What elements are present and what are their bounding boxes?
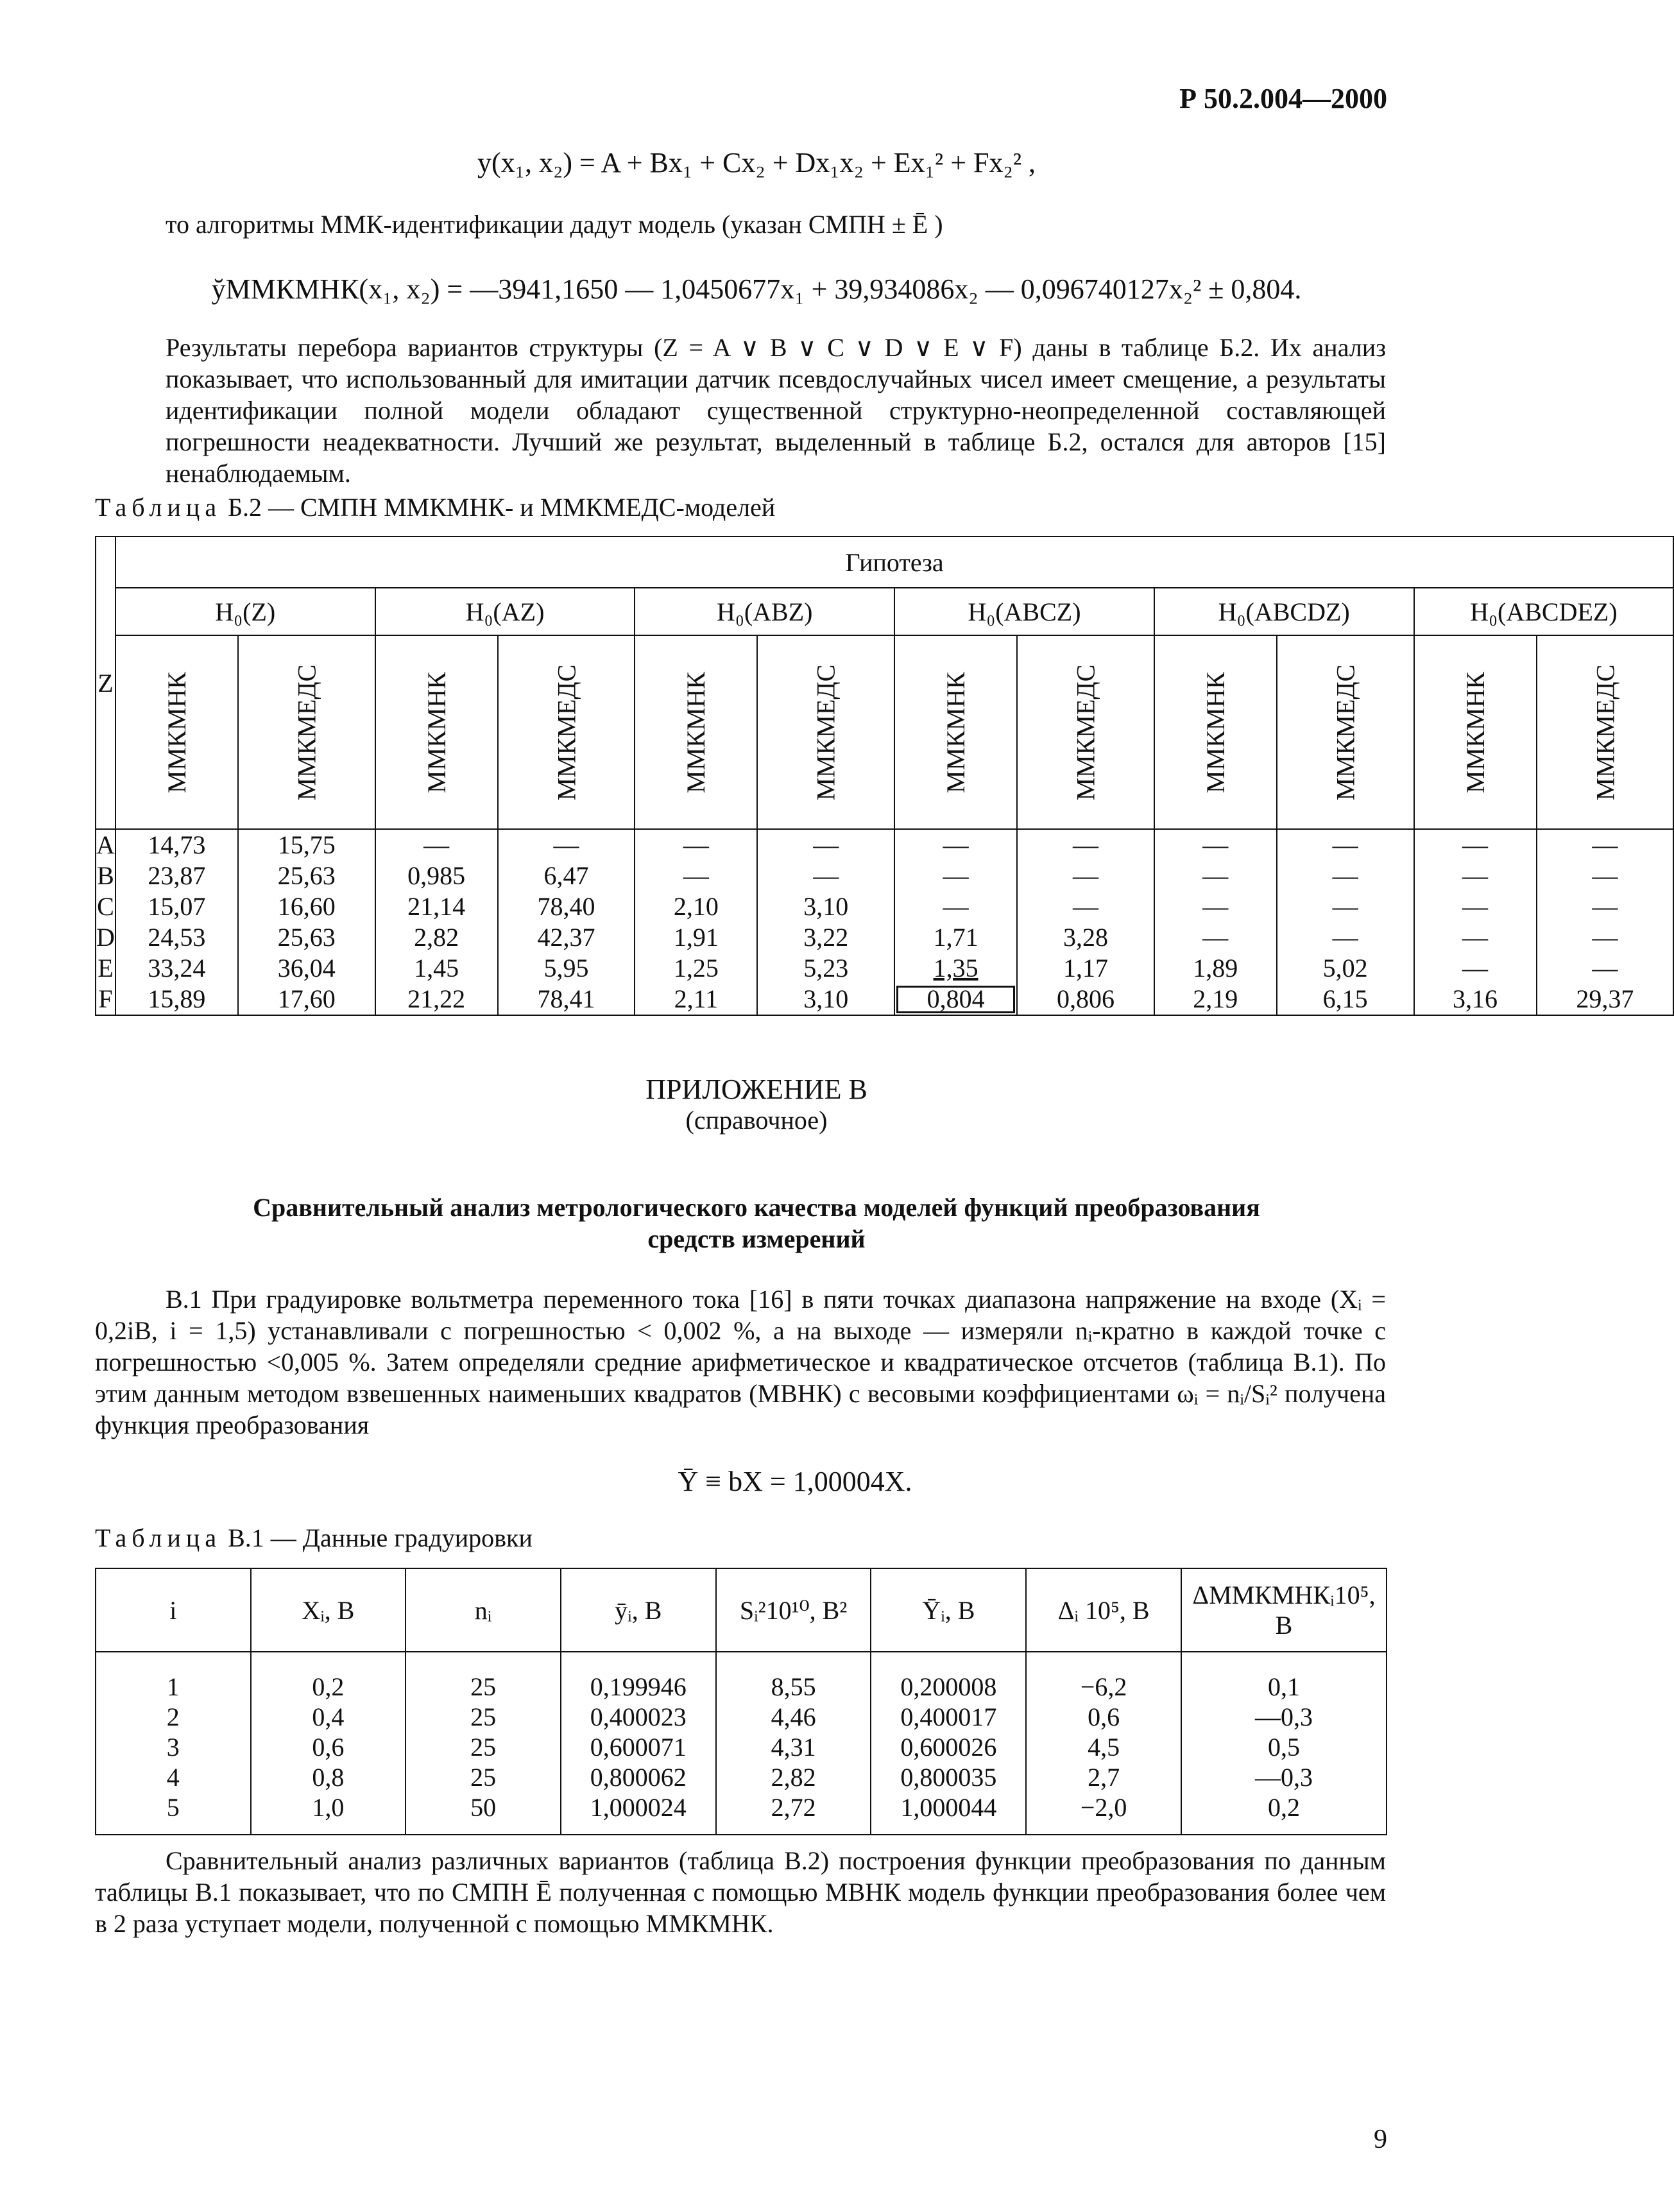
z-cell: A — [96, 830, 115, 859]
table-cell: 2,10 — [635, 891, 757, 922]
table-cell: 0,400023 — [561, 1702, 716, 1732]
table-cell: 25 — [406, 1652, 561, 1702]
table-row — [96, 1702, 1387, 1732]
sub-header: ММКМЕДС — [498, 635, 635, 829]
table-cell: −2,0 — [1026, 1792, 1181, 1835]
y-formula: Ȳ ≡ bX = 1,00004X. — [678, 1466, 912, 1497]
sub-header: ММКМНК — [1154, 635, 1277, 829]
table-cell: 15,75 — [238, 829, 375, 861]
table-b2 — [95, 536, 1674, 1016]
table-cell: 25,63 — [238, 922, 375, 953]
table-row — [96, 922, 1673, 953]
table-cell: 42,37 — [498, 922, 635, 953]
appendix-subtitle: (справочное) — [685, 1106, 828, 1135]
table-cell: 1,000024 — [561, 1792, 716, 1835]
model-formula: y(x₁, x₂) = A + Bx₁ + Cx₂ + Dx₁x₂ + Ex₁² + Fx₂² , — [477, 147, 1036, 178]
table-cell: 1,25 — [635, 953, 757, 984]
table-cell: 17,60 — [238, 984, 375, 1015]
table-cell: 2,72 — [716, 1792, 871, 1835]
table-cell: 1,71 — [894, 922, 1017, 953]
table-cell: 0,200008 — [871, 1652, 1026, 1702]
table-cell: — — [1414, 953, 1537, 984]
table-b1 — [95, 1568, 1387, 1835]
sub-header: ММКМЕДС — [1017, 635, 1154, 829]
document-code: Р 50.2.004—2000 — [1179, 83, 1387, 114]
column-header: Ȳᵢ, В — [871, 1568, 1026, 1652]
table-cell: — — [1537, 861, 1674, 891]
algorithms-text: то алгоритмы ММК-идентификации дадут модель (указан СМПН ± Ē ) — [166, 210, 943, 239]
table-cell: 50 — [406, 1792, 561, 1835]
table-cell: — — [1154, 829, 1277, 861]
table-cell: — — [1537, 922, 1674, 953]
table-cell: 0,600071 — [561, 1732, 716, 1762]
table-cell: 2,82 — [375, 922, 498, 953]
table-row — [96, 1792, 1387, 1835]
table-cell: 1,89 — [1154, 953, 1277, 984]
table-cell: 0,8 — [251, 1762, 406, 1792]
table-cell: 1,91 — [635, 922, 757, 953]
sub-header: ММКМЕДС — [1277, 635, 1414, 829]
table-cell: 25,63 — [238, 861, 375, 891]
z-cell: C — [96, 891, 115, 922]
column-header: ȳᵢ, В — [561, 1568, 716, 1652]
table-cell: 6,47 — [498, 861, 635, 891]
table-row — [96, 1762, 1387, 1792]
table-cell: — — [894, 829, 1017, 861]
table-cell: 29,37 — [1537, 984, 1674, 1015]
sub-header: ММКМНК — [375, 635, 498, 829]
table-cell: 3,10 — [757, 984, 894, 1015]
table-cell: 5,95 — [498, 953, 635, 984]
table-cell: 1,0 — [251, 1792, 406, 1835]
table-cell: 2,82 — [716, 1762, 871, 1792]
table-cell: — — [375, 829, 498, 861]
table-cell: 3,16 — [1414, 984, 1537, 1015]
table-cell: 1 — [96, 1652, 251, 1702]
table-cell: 5,02 — [1277, 953, 1414, 984]
appendix-heading-line2: средств измерений — [647, 1224, 866, 1253]
column-header: Sᵢ²10¹⁰, В² — [716, 1568, 871, 1652]
table-cell: 1,000044 — [871, 1792, 1026, 1835]
table-cell: — — [498, 829, 635, 861]
table-cell: 36,04 — [238, 953, 375, 984]
table-cell: 0,2 — [251, 1652, 406, 1702]
column-header: ΔММКМНКᵢ10⁵, В — [1181, 1568, 1387, 1652]
table-cell: — — [894, 861, 1017, 891]
table-cell: — — [1414, 829, 1537, 861]
table-cell: 24,53 — [115, 922, 238, 953]
group-header: H₀(AZ) — [375, 588, 635, 635]
column-header: Δᵢ 10⁵, В — [1026, 1568, 1181, 1652]
table-cell: — — [1537, 891, 1674, 922]
sub-header: ММКМНК — [115, 635, 238, 829]
table-cell: 0,985 — [375, 861, 498, 891]
group-header: H₀(Z) — [115, 588, 375, 635]
table-cell: — — [1017, 829, 1154, 861]
table-cell: 3,28 — [1017, 922, 1154, 953]
table-cell: 25 — [406, 1762, 561, 1792]
table-cell: — — [1414, 922, 1537, 953]
table-cell: — — [757, 861, 894, 891]
z-header: Z — [96, 536, 115, 829]
column-header: nᵢ — [406, 1568, 561, 1652]
z-cell: B — [96, 861, 115, 891]
table-cell: 78,41 — [498, 984, 635, 1015]
table-cell: 16,60 — [238, 891, 375, 922]
group-header: H₀(ABCZ) — [894, 588, 1154, 635]
table-row — [96, 1732, 1387, 1762]
table-cell: 4,5 — [1026, 1732, 1181, 1762]
table-cell: — — [635, 829, 757, 861]
table-cell: −6,2 — [1026, 1652, 1181, 1702]
table-cell: 0,800062 — [561, 1762, 716, 1792]
table-cell: 1,45 — [375, 953, 498, 984]
table-cell: 0,199946 — [561, 1652, 716, 1702]
table-cell: 23,87 — [115, 861, 238, 891]
caption-text: В.1 — Данные градуировки — [228, 1523, 533, 1552]
table-cell: —0,3 — [1181, 1702, 1387, 1732]
table-cell: 0,4 — [251, 1702, 406, 1732]
results-paragraph: Результаты перебора вариантов структуры (Z = A ∨ B ∨ C ∨ D ∨ E ∨ F) даны в таблице Б.2. Их анализ показывает, что использованный для имитации датчик псевдослучайных чисел имеет смещение, а результаты идентификации полной модели обладают существенной структурно-неопределенной составляющей погрешности неадекватности. Лучший же результат, выделенный в таблице Б.2, остался для авторов [15] ненаблюдаемым. — [166, 333, 1386, 488]
table-cell: 5,23 — [757, 953, 894, 984]
table-cell: 25 — [406, 1732, 561, 1762]
table-cell: 0,2 — [1181, 1792, 1387, 1835]
table-cell: 0,5 — [1181, 1732, 1387, 1762]
b1-paragraph: В.1 При градуировке вольтметра переменного тока [16] в пяти точках диапазона напряжение на входе (Xᵢ = 0,2iB, i = 1,5) устанавливали с погрешностью < 0,002 %, а на выходе — измеряли nᵢ-кратно в каждой точке с погрешностью <0,005 %. Затем определяли средние арифметическое и квадратическое отсчетов (таблица В.1). По этим данным методом взвешенных наименьших квадратов (МВНК) с весовыми коэффициентами ωᵢ = nᵢ/Sᵢ² получена функция преобразования — [95, 1285, 1386, 1439]
table-b2-caption — [95, 492, 775, 522]
hypothesis-header: Гипотеза — [115, 536, 1673, 588]
table-cell: — — [635, 861, 757, 891]
group-header: H₀(ABZ) — [635, 588, 894, 635]
table-cell: 0,804 — [894, 984, 1017, 1015]
table-cell: — — [1277, 891, 1414, 922]
sub-header: ММКМНК — [894, 635, 1017, 829]
z-cell: E — [96, 953, 115, 984]
table-cell: 5 — [96, 1792, 251, 1835]
table-cell: — — [1537, 829, 1674, 861]
table-cell: 4,46 — [716, 1702, 871, 1732]
table-cell: 1,35 — [894, 953, 1017, 984]
table-row — [96, 953, 1673, 984]
table-cell: 6,15 — [1277, 984, 1414, 1015]
table-cell: 0,6 — [251, 1732, 406, 1762]
column-header: i — [96, 1568, 251, 1652]
table-cell: 0,800035 — [871, 1762, 1026, 1792]
table-cell: 21,14 — [375, 891, 498, 922]
z-cell: F — [96, 984, 115, 1015]
table-cell: — — [894, 891, 1017, 922]
table-cell: 2,7 — [1026, 1762, 1181, 1792]
table-cell: 14,73 — [115, 829, 238, 861]
table-cell: 33,24 — [115, 953, 238, 984]
caption-label: Таблица — [95, 493, 222, 522]
table-b1-caption — [95, 1523, 533, 1553]
table-row — [96, 1652, 1387, 1702]
column-header: Xᵢ, В — [251, 1568, 406, 1652]
table-cell: — — [1017, 861, 1154, 891]
table-cell: 3 — [96, 1732, 251, 1762]
table-cell: — — [1154, 861, 1277, 891]
table-cell: 8,55 — [716, 1652, 871, 1702]
table-cell: 0,600026 — [871, 1732, 1026, 1762]
result-formula: y̆ММКМНК(x₁, x₂) = —3941,1650 — 1,0450677x₁ + 39,934086x₂ — 0,096740127x₂² ± 0,804. — [211, 273, 1302, 305]
page-number: 9 — [1374, 2125, 1387, 2154]
table-cell: — — [1277, 861, 1414, 891]
z-cell: D — [96, 923, 115, 952]
table-cell: 4 — [96, 1762, 251, 1792]
table-cell: — — [1277, 829, 1414, 861]
table-cell: — — [1537, 953, 1674, 984]
table-cell: 3,10 — [757, 891, 894, 922]
table-row — [96, 861, 1673, 891]
table-cell: 0,806 — [1017, 984, 1154, 1015]
sub-header: ММКМЕДС — [238, 635, 375, 829]
table-cell: 0,1 — [1181, 1652, 1387, 1702]
sub-header: ММКМНК — [635, 635, 757, 829]
table-row — [96, 984, 1673, 1015]
table-cell: 15,89 — [115, 984, 238, 1015]
table-cell: — — [1154, 891, 1277, 922]
table-cell: — — [1017, 891, 1154, 922]
sub-header: ММКМНК — [1414, 635, 1537, 829]
table-cell: — — [757, 829, 894, 861]
table-cell: 3,22 — [757, 922, 894, 953]
table-cell: —0,3 — [1181, 1762, 1387, 1792]
appendix-title: ПРИЛОЖЕНИЕ В — [645, 1074, 867, 1105]
table-cell: 1,17 — [1017, 953, 1154, 984]
table-cell: — — [1277, 922, 1414, 953]
table-cell: 2,19 — [1154, 984, 1277, 1015]
table-cell: 21,22 — [375, 984, 498, 1015]
caption-label: Таблица — [95, 1523, 222, 1552]
table-cell: 2,11 — [635, 984, 757, 1015]
table-cell: 0,400017 — [871, 1702, 1026, 1732]
table-cell: 25 — [406, 1702, 561, 1732]
table-cell: 78,40 — [498, 891, 635, 922]
sub-header: ММКМЕДС — [757, 635, 894, 829]
caption-text: Б.2 — СМПН ММКМНК- и ММКМЕДС-моделей — [228, 493, 776, 522]
table-cell: 4,31 — [716, 1732, 871, 1762]
table-row — [96, 829, 1673, 861]
sub-header: ММКМЕДС — [1537, 635, 1674, 829]
table-cell: 15,07 — [115, 891, 238, 922]
table-row — [96, 891, 1673, 922]
group-header: H₀(ABCDEZ) — [1414, 588, 1674, 635]
table-cell: — — [1414, 891, 1537, 922]
comparison-paragraph: Сравнительный анализ различных вариантов (таблица В.2) построения функции преобразования по данным таблицы В.1 показывает, что по СМПН Ē полученная с помощью МВНК модель функции преобразования более чем в 2 раза уступает модели, полученной с помощью ММКМНК. — [95, 1846, 1386, 1938]
table-cell: — — [1154, 922, 1277, 953]
table-cell: — — [1414, 861, 1537, 891]
table-cell: 0,6 — [1026, 1702, 1181, 1732]
table-cell: 2 — [96, 1702, 251, 1732]
group-header: H₀(ABCDZ) — [1154, 588, 1414, 635]
appendix-heading-line1: Сравнительный анализ метрологического качества моделей функций преобразования — [253, 1193, 1260, 1222]
